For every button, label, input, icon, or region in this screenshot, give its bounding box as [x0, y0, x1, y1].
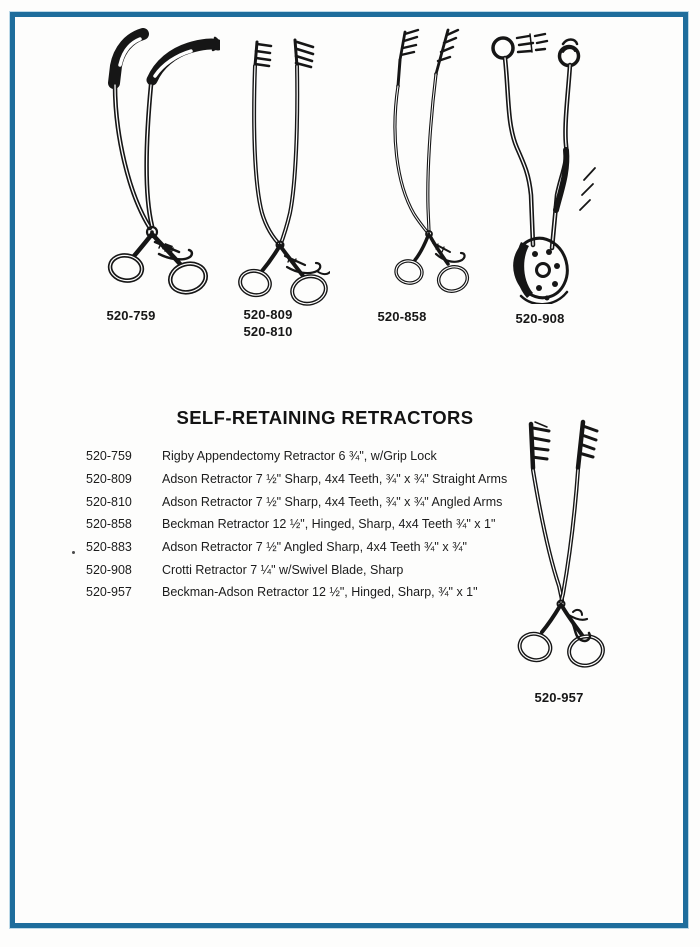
- retractor-line-art: [388, 28, 473, 302]
- page-title: SELF-RETAINING RETRACTORS: [176, 407, 474, 428]
- figure-label-520-908: 520-908: [515, 311, 565, 326]
- figure-label-520-759: 520-759: [106, 308, 156, 323]
- product-description: Adson Retractor 7 ½" Sharp, 4x4 Teeth, ¾" x ¾" Angled Arms: [162, 494, 503, 509]
- beckman-retractor-illustration: [388, 28, 473, 302]
- crotti-retractor-illustration: [483, 30, 603, 304]
- figure-label-520-858: 520-858: [377, 309, 427, 324]
- product-code: 520-908: [86, 562, 132, 577]
- figure-label-line: 520-809: [243, 307, 293, 322]
- figure-label-line: 520-810: [243, 324, 293, 339]
- product-row: [86, 513, 556, 536]
- product-description: Beckman Retractor 12 ½", Hinged, Sharp, 4x4 Teeth ¾" x 1": [162, 517, 496, 532]
- retractor-line-art: [483, 30, 603, 304]
- product-row: [86, 468, 556, 491]
- retractor-line-art: [95, 28, 220, 306]
- product-row: [86, 445, 556, 468]
- product-code: 520-810: [86, 494, 132, 509]
- figure-label-520-957: 520-957: [534, 690, 584, 705]
- product-description: Beckman-Adson Retractor 12 ½", Hinged, Sharp, ¾" x 1": [162, 585, 478, 600]
- product-code: 520-883: [86, 540, 132, 555]
- print-artifact-dot: [72, 551, 75, 554]
- product-description: Rigby Appendectomy Retractor 6 ¾", w/Grip Lock: [162, 449, 437, 464]
- product-row: [86, 558, 556, 581]
- retractor-line-art: [235, 38, 330, 306]
- rigby-retractor-illustration: [95, 28, 220, 306]
- product-description: Adson Retractor 7 ½" Angled Sharp, 4x4 Teeth ¾" x ¾": [162, 540, 467, 555]
- product-description: Crotti Retractor 7 ¼" w/Swivel Blade, Sharp: [162, 562, 404, 577]
- product-row: [86, 490, 556, 513]
- product-code: 520-957: [86, 585, 132, 600]
- product-row: [86, 536, 556, 559]
- product-code: 520-759: [86, 449, 132, 464]
- product-code: 520-809: [86, 472, 132, 487]
- product-code: 520-858: [86, 517, 132, 532]
- product-row: [86, 581, 556, 604]
- product-description: Adson Retractor 7 ½" Sharp, 4x4 Teeth, ¾" x ¾" Straight Arms: [162, 472, 508, 487]
- figure-label-520-809-810: [223, 306, 313, 340]
- adson-retractor-illustration: [235, 38, 330, 306]
- product-list: [86, 445, 556, 604]
